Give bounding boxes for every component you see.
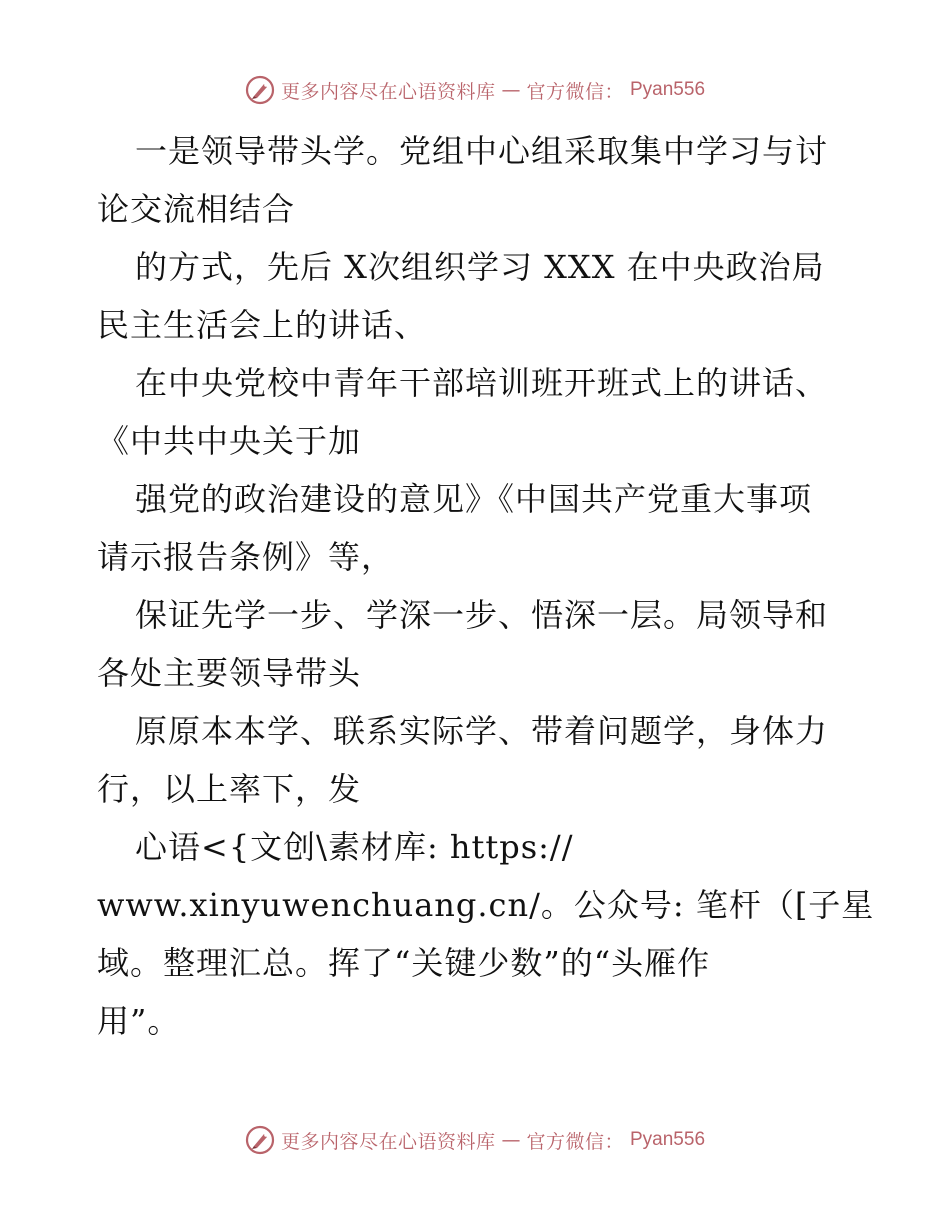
body-line: 的方式，先后 X次组织学习 XXX 在中央政治局 — [135, 248, 825, 286]
watermark-separator: — — [501, 79, 521, 101]
body-line: 域。整理汇总。挥了“关键少数”的“头雁作 — [97, 944, 711, 982]
body-line: www.xinyuwenchuang.cn/。公众号: 笔杆（[子星 — [97, 886, 875, 924]
body-line: 保证先学一步、学深一步、悟深一层。局领导和 — [135, 596, 829, 634]
watermark-text: 更多内容尽在心语资料库 — [280, 80, 496, 103]
footer-watermark — [0, 1123, 950, 1157]
body-line: 各处主要领导带头 — [97, 654, 362, 692]
body-line: 用”。 — [97, 1002, 181, 1040]
body-line: 论交流相结合 — [97, 190, 296, 228]
header-watermark — [0, 73, 950, 107]
watermark-wechat-id: Pyan556 — [630, 1129, 706, 1150]
body-line: 《中共中央关于加 — [97, 422, 362, 460]
body-line: 强党的政治建设的意见》《中国共产党重大事项 — [135, 480, 813, 518]
body-line: 请示报告条例》等， — [97, 538, 395, 576]
pen-logo-icon — [245, 1125, 275, 1155]
body-line: 在中央党校中青年干部培训班开班式上的讲话、 — [135, 364, 829, 402]
watermark-separator: — — [501, 1129, 521, 1151]
body-line: 原原本本学、联系实际学、带着问题学，身体力 — [135, 712, 829, 750]
pen-logo-icon — [245, 75, 275, 105]
body-line: 一是领导带头学。党组中心组采取集中学习与讨 — [135, 132, 829, 170]
body-line: 行，以上率下，发 — [97, 770, 362, 808]
body-line: 民主生活会上的讲话、 — [97, 306, 428, 344]
watermark-wechat-id: Pyan556 — [630, 79, 706, 100]
body-line: 心语<{文创\素材库: https:// — [135, 828, 574, 866]
watermark-text: 更多内容尽在心语资料库 — [280, 1130, 496, 1153]
watermark-wechat-label: 官方微信： — [526, 80, 624, 103]
watermark-wechat-label: 官方微信： — [526, 1130, 624, 1153]
